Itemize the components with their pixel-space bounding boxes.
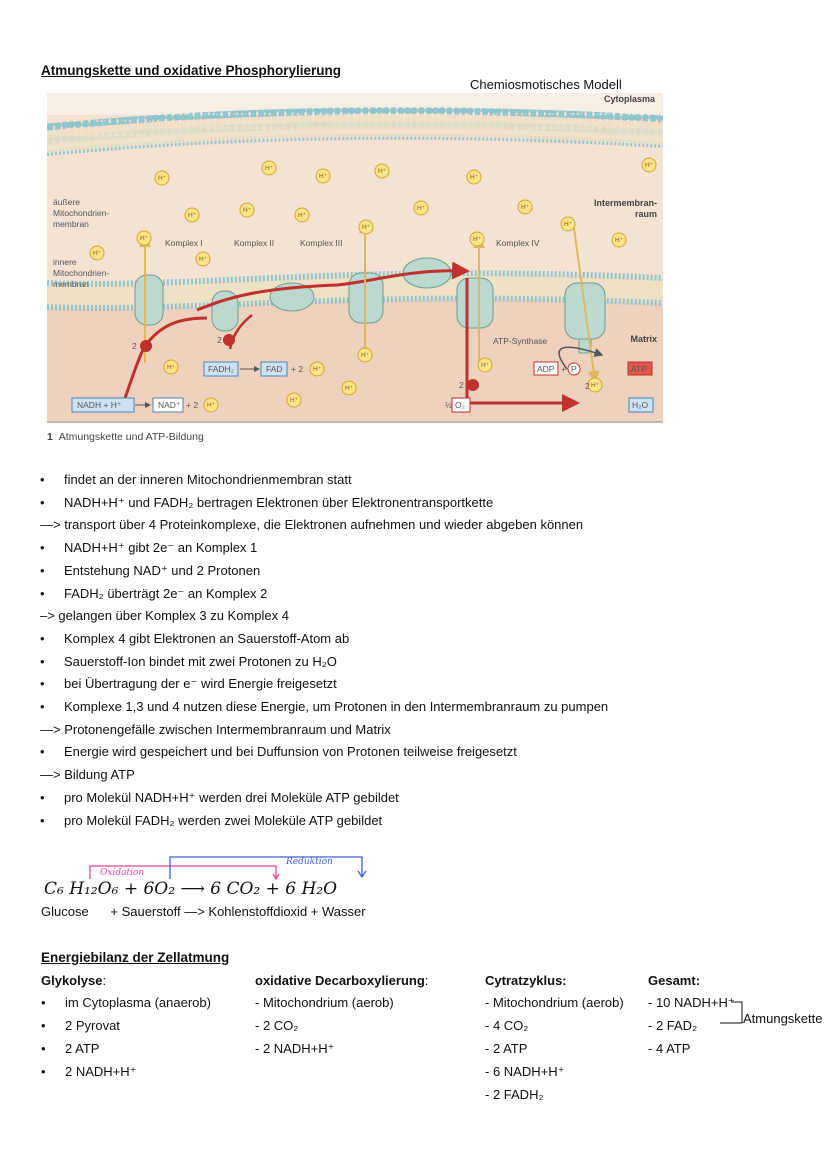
inner-membrane-label-3: membran: [53, 279, 89, 289]
balance-item-text: - 4 CO₂: [485, 1018, 529, 1033]
outer-membrane-label-2: Mitochondrien-: [53, 208, 110, 218]
bullet-dot: •: [41, 1041, 46, 1056]
note-bullet: [40, 676, 337, 692]
note-text: —> transport über 4 Proteinkomplexe, die Elektronen aufnehmen und wieder abgeben können: [40, 517, 584, 533]
nad-plus-2: + 2: [186, 400, 199, 410]
bullet-dot: •: [40, 630, 45, 646]
model-label: Chemiosmotisches Modell: [470, 77, 622, 92]
nadh-label: NADH + H⁺: [77, 400, 122, 410]
bullet-dot: •: [40, 585, 45, 601]
note-bullet: [40, 813, 382, 828]
komplex-1-label: Komplex I: [165, 238, 203, 248]
h-plus-label: H⁺: [590, 382, 600, 389]
fad-label: FAD: [266, 364, 283, 374]
o2-label: O₂: [455, 400, 465, 410]
bullet-dot: •: [41, 1064, 46, 1079]
bullet-dot: •: [41, 995, 46, 1010]
h-plus-label: H⁺: [139, 235, 149, 242]
h-plus-label: H⁺: [377, 168, 387, 175]
h-plus-label: H⁺: [318, 173, 328, 180]
note-text: NADH+H⁺ und FADH₂ bertragen Elektronen über Elektronentransportkette: [64, 494, 494, 510]
h-plus-label: H⁺: [166, 364, 176, 371]
glykolyse-colon: :: [102, 973, 107, 988]
h-plus-label: H⁺: [469, 174, 479, 181]
note-text: bei Übertragung der e⁻ wird Energie freigesetzt: [64, 676, 337, 692]
note-bullet: [40, 495, 493, 511]
note-text: pro Molekül FADH₂ werden zwei Moleküle ATP gebildet: [64, 812, 383, 828]
outer-membrane-label-3: membran: [53, 219, 89, 229]
note-text: pro Molekül NADH+H⁺ werden drei Moleküle ATP gebildet: [64, 789, 399, 805]
two-e-label: 2: [132, 341, 137, 351]
h-plus-label: H⁺: [472, 236, 482, 243]
oxidation-label: Oxidation: [100, 868, 145, 878]
half-label: ½: [445, 400, 453, 410]
atp-synthase-label: ATP-Synthase: [493, 336, 548, 346]
reduktion-bracket: [170, 857, 362, 879]
h-plus-label: H⁺: [187, 212, 197, 219]
h-plus-label: H⁺: [198, 256, 208, 263]
balance-item-text: 2 NADH+H⁺: [65, 1064, 137, 1079]
balance-item-text: - Mitochondrium (aerob): [485, 995, 624, 1010]
balance-item: [255, 1041, 428, 1064]
h-plus-label: H⁺: [344, 385, 354, 392]
h-plus-label: H⁺: [264, 165, 274, 172]
two-e-label: 2: [459, 380, 464, 390]
h-plus-label: H⁺: [360, 352, 370, 359]
fadh2-label: FADH₂: [208, 364, 234, 374]
atmungskette-label: Atmungskette: [743, 1011, 823, 1026]
note-text: NADH+H⁺ gibt 2e⁻ an Komplex 1: [64, 540, 258, 556]
adp-label: ADP: [537, 364, 555, 374]
h-plus-label: H⁺: [520, 204, 530, 211]
h-plus-label: H⁺: [289, 397, 299, 404]
phosphate-label: P: [571, 364, 577, 374]
atp-label: ATP: [631, 364, 647, 374]
komplex-4-label: Komplex IV: [496, 238, 540, 248]
h-plus-label: H⁺: [297, 212, 307, 219]
caption-text: Atmungskette und ATP-Bildung: [58, 431, 204, 443]
bullet-dot: •: [40, 699, 45, 714]
note-bullet: [40, 563, 260, 579]
cytrat-column: [485, 973, 624, 1110]
h-plus-label: H⁺: [312, 366, 322, 373]
note-bullet: [40, 472, 352, 487]
balance-item: [485, 1064, 624, 1087]
respiratory-chain-figure: [47, 93, 663, 423]
balance-item: [41, 1018, 211, 1041]
note-bullet: [40, 586, 267, 602]
h-plus-label: H⁺: [644, 162, 654, 169]
matrix-label: Matrix: [630, 334, 657, 344]
balance-item: [41, 1064, 211, 1087]
h-plus-label: H⁺: [92, 250, 102, 257]
decarb-colon: :: [424, 973, 429, 988]
nad-label: NAD⁺: [158, 400, 181, 410]
bullet-dot: •: [40, 676, 45, 692]
two-h-label: 2: [585, 381, 590, 391]
note-text: findet an der inneren Mitochondrienmembran statt: [64, 472, 352, 487]
balance-item-text: - 6 NADH+H⁺: [485, 1064, 565, 1079]
bullet-dot: •: [40, 812, 45, 828]
outer-membrane-label-1: äußere: [53, 197, 80, 207]
note-bullet: [40, 790, 399, 806]
equation-formula: C₆ H₁₂O₆ + 6O₂ ⟶ 6 CO₂ + 6 H₂O: [44, 879, 338, 899]
balance-item-text: - 2 CO₂: [255, 1018, 299, 1033]
reduktion-label: Reduktion: [286, 857, 333, 867]
fad-plus-2: + 2: [291, 364, 304, 374]
note-text: FADH₂ überträgt 2e⁻ an Komplex 2: [64, 585, 268, 601]
bullet-dot: •: [40, 789, 45, 805]
bullet-dot: •: [40, 540, 45, 556]
balance-item-text: - 4 ATP: [648, 1041, 691, 1056]
h2o-label: H₂O: [632, 400, 649, 410]
gesamt-head: Gesamt:: [648, 973, 701, 988]
note-arrow: [40, 722, 391, 737]
note-text: Komplex 4 gibt Elektronen an Sauerstoff-Atom ab: [64, 630, 350, 646]
glykolyse-column: [41, 973, 211, 1087]
balance-item: [485, 1041, 624, 1064]
balance-item: [485, 995, 624, 1018]
figure-caption: [47, 431, 204, 443]
balance-item-text: - 2 FADH₂: [485, 1087, 544, 1102]
decarb-column: [255, 973, 428, 1064]
equation-words: Glucose + Sauerstoff —> Kohlenstoffdioxid + Wasser: [41, 904, 366, 919]
note-text: Sauerstoff-Ion bindet mit zwei Protonen zu H₂O: [64, 653, 337, 669]
balance-item-text: im Cytoplasma (anaerob): [65, 995, 211, 1010]
komplex-3-label: Komplex III: [300, 238, 343, 248]
bullet-dot: •: [40, 472, 45, 487]
note-bullet: [40, 699, 608, 714]
h-plus-label: H⁺: [614, 237, 624, 244]
note-bullet: [40, 540, 257, 556]
note-bullet: [40, 654, 337, 669]
intermembrane-label-1: Intermembran-: [593, 198, 657, 208]
note-text: Entstehung NAD⁺ und 2 Protonen: [64, 562, 261, 578]
h-plus-label: H⁺: [361, 224, 371, 231]
glykolyse-head: Glykolyse: [41, 973, 103, 988]
balance-item: [41, 1041, 211, 1064]
decarb-head: oxidative Decarboxylierung: [255, 973, 425, 988]
balance-item: [41, 995, 211, 1018]
balance-item: [485, 1018, 624, 1041]
note-text: —> Protonengefälle zwischen Intermembranraum und Matrix: [40, 721, 391, 737]
note-bullet: [40, 744, 517, 759]
balance-item-text: - 10 NADH+H⁺: [648, 995, 735, 1010]
bullet-dot: •: [41, 1018, 46, 1033]
bullet-dot: •: [40, 744, 45, 760]
komplex-2-label: Komplex II: [234, 238, 275, 248]
h-plus-label: H⁺: [480, 362, 490, 369]
bullet-dot: •: [40, 653, 45, 669]
h-plus-label: H⁺: [242, 207, 252, 214]
two-e-label: 2: [217, 335, 222, 345]
bullet-dot: •: [40, 562, 45, 578]
balance-item-text: - 2 ATP: [485, 1041, 528, 1056]
complex-4-shape: [457, 278, 493, 328]
balance-item-text: - Mitochondrium (aerob): [255, 995, 394, 1010]
balance-item-text: 2 Pyrovat: [65, 1018, 120, 1033]
h-plus-label: H⁺: [416, 205, 426, 212]
balance-item: [255, 1018, 428, 1041]
h-plus-label: H⁺: [206, 402, 216, 409]
note-text: Energie wird gespeichert und bei Duffunsion von Protonen teilweise freigesetzt: [64, 744, 517, 760]
balance-item: [485, 1087, 624, 1110]
note-arrow: [40, 767, 135, 782]
note-arrow: [40, 608, 289, 623]
cytrat-head: Cytratzyklus:: [485, 973, 567, 988]
cytoplasma-label: Cytoplasma: [603, 94, 655, 104]
complex-1-shape: [135, 275, 163, 325]
balance-item-text: 2 ATP: [65, 1041, 100, 1056]
balance-item-text: - 2 NADH+H⁺: [255, 1041, 335, 1056]
note-text: Komplexe 1,3 und 4 nutzen diese Energie, um Protonen in den Intermembranraum zu pumpen: [64, 699, 609, 714]
inner-membrane-label-2: Mitochondrien-: [53, 268, 110, 278]
balance-item: [255, 995, 428, 1018]
balance-item: [648, 1041, 735, 1064]
h-plus-label: H⁺: [157, 175, 167, 182]
note-text: —> Bildung ATP: [40, 767, 135, 783]
inner-membrane-label-1: innere: [53, 257, 77, 267]
note-bullet: [40, 631, 349, 646]
caption-number: 1: [47, 431, 53, 443]
h-plus-label: H⁺: [563, 221, 573, 228]
energy-title: Energiebilanz der Zellatmung: [41, 950, 230, 965]
intermembrane-label-2: raum: [634, 209, 657, 219]
note-arrow: [40, 517, 583, 532]
bullet-dot: •: [40, 494, 45, 510]
page-title: Atmungskette und oxidative Phosphorylierung: [41, 63, 342, 78]
adp-plus: +: [561, 364, 566, 374]
balance-item-text: - 2 FAD₂: [648, 1018, 698, 1033]
note-text: –> gelangen über Komplex 3 zu Komplex 4: [40, 608, 289, 624]
